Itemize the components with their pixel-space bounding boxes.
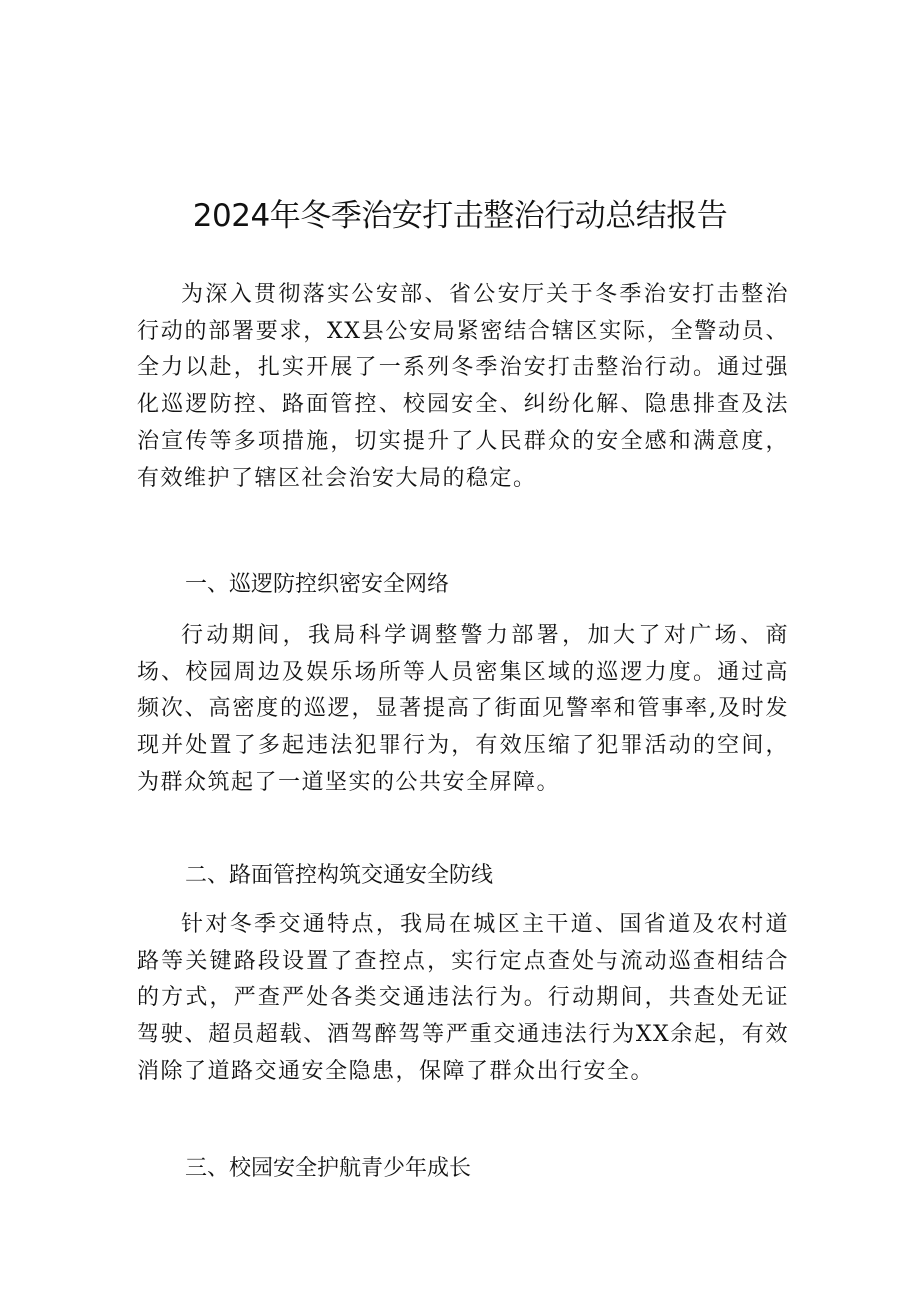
section-heading-traffic: 二、路面管控构筑交通安全防线 [185, 863, 494, 888]
section-heading-patrol: 一、巡逻防控织密安全网络 [185, 572, 450, 597]
section-paragraph-traffic: 针对冬季交通特点，我局在城区主干道、国省道及农村道路等关键路段设置了查控点，实行定点查处与流动巡查相结合的方式，严查严处各类交通违法行为。行动期间，共查处无证驾驶、超员超载、酒驾醉驾等严重交通违法行为XX余起，有效消除了道路交通安全隐患，保障了群众出行安全。 [137, 912, 789, 1084]
document-title: 2024年冬季治安打击整治行动总结报告 [192, 197, 728, 234]
intro-paragraph: 为深入贯彻落实公安部、省公安厅关于冬季治安打击整治行动的部署要求，XX县公安局紧密结合辖区实际，全警动员、全力以赴，扎实开展了一系列冬季治安打击整治行动。通过强化巡逻防控、路面管控、校园安全、纠纷化解、隐患排查及法治宣传等多项措施，切实提升了人民群众的安全感和满意度，有效维护了辖区社会治安大局的稳定。 [137, 282, 789, 491]
section-paragraph-patrol: 行动期间，我局科学调整警力部署，加大了对广场、商场、校园周边及娱乐场所等人员密集区域的巡逻力度。通过高频次、高密度的巡逻，显著提高了街面见警率和管事率,及时发现并处置了多起违法犯罪行为，有效压缩了犯罪活动的空间，为群众筑起了一道坚实的公共安全屏障。 [137, 623, 789, 795]
section-heading-campus: 三、校园安全护航青少年成长 [185, 1156, 472, 1181]
